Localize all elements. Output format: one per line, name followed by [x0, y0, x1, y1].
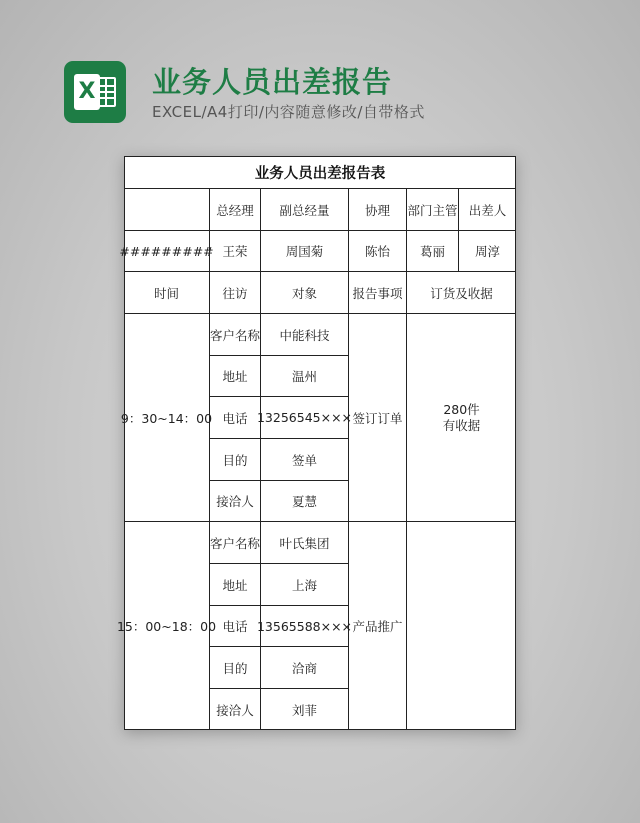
- name-cell: 王荣: [222, 244, 248, 259]
- field-value: 叶氏集团: [279, 535, 330, 551]
- field-label: 接洽人: [216, 494, 254, 509]
- name-cell: 葛丽: [419, 244, 445, 259]
- report-item: 产品推广: [352, 619, 403, 634]
- role-cell: 协理: [364, 202, 390, 218]
- field-value: 夏慧: [291, 494, 317, 509]
- order-receipt-cell: [407, 314, 516, 521]
- trip-time: 15：00~18：00: [116, 619, 217, 634]
- column-header-visit: 往访: [222, 285, 248, 301]
- role-cell: 副总经量: [279, 202, 330, 218]
- order-quantity: 280件: [443, 401, 480, 417]
- order-receipt: 有收据: [442, 417, 481, 433]
- role-cell: 总经理: [216, 202, 254, 218]
- spreadsheet-preview: [116, 156, 516, 730]
- field-value: 13565588×××: [256, 618, 353, 634]
- column-header-target: 对象: [291, 285, 317, 301]
- name-cell: 陈怡: [364, 244, 390, 259]
- name-cell: 周淳: [474, 244, 500, 259]
- report-item: 签订订单: [352, 410, 403, 426]
- page-title: 业务人员出差报告: [152, 65, 393, 99]
- field-label: 电话: [222, 410, 248, 426]
- excel-icon: [64, 61, 126, 123]
- role-cell: 部门主管: [407, 202, 458, 218]
- trip-time: 9：30~14：00: [120, 410, 213, 426]
- excel-letter: X: [74, 74, 100, 110]
- sheet-title: 业务人员出差报告表: [254, 166, 386, 182]
- role-cell: 出差人: [468, 202, 507, 218]
- column-header-report: 报告事项: [352, 285, 403, 301]
- field-label: 地址: [222, 577, 248, 593]
- field-value: 上海: [291, 577, 317, 593]
- field-value: 温州: [291, 369, 317, 384]
- field-label: 电话: [222, 619, 248, 634]
- field-label: 接洽人: [216, 702, 254, 718]
- field-value: 中能科技: [279, 327, 330, 343]
- field-label: 客户名称: [210, 535, 261, 551]
- field-label: 客户名称: [210, 327, 261, 343]
- field-label: 目的: [222, 452, 248, 468]
- name-cell: 周国菊: [285, 244, 324, 259]
- order-receipt-cell: [407, 522, 516, 730]
- column-header-time: 时间: [153, 285, 179, 301]
- field-value: 洽商: [291, 660, 317, 676]
- date-cell: #########: [119, 243, 214, 259]
- field-label: 目的: [222, 660, 248, 676]
- field-value: 13256545×××: [256, 410, 353, 425]
- field-value: 刘菲: [291, 702, 317, 718]
- page-subtitle: EXCEL/A4打印/内容随意修改/自带格式: [152, 103, 425, 121]
- sheet-grid-icon: [95, 77, 116, 107]
- field-value: 签单: [291, 452, 317, 468]
- column-header-order: 订货及收据: [430, 285, 493, 301]
- field-label: 地址: [222, 369, 248, 384]
